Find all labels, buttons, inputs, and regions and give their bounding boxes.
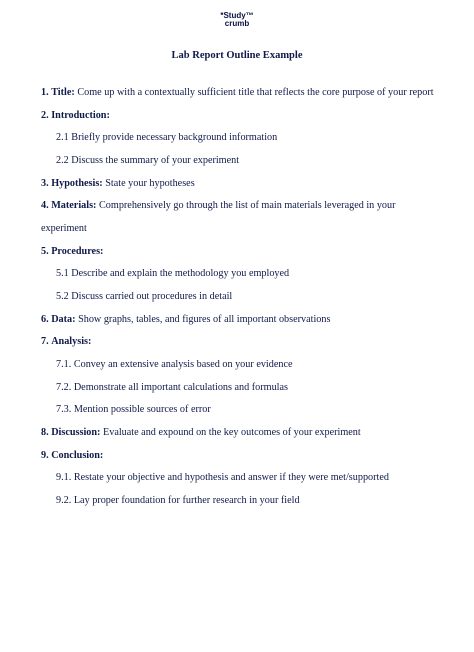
outline-subitem: 9.1. Restate your objective and hypothesis and answer if they were met/supported	[56, 472, 389, 483]
item-number: 5.	[41, 246, 49, 257]
outline-subitem: 7.1. Convey an extensive analysis based on your evidence	[56, 359, 293, 370]
outline-subitem: 7.3. Mention possible sources of error	[56, 404, 211, 415]
item-heading: Title:	[51, 87, 75, 98]
outline-subitem: 2.2 Discuss the summary of your experiment	[56, 155, 240, 166]
outline-item-data	[41, 314, 330, 325]
item-number: 3.	[41, 178, 49, 189]
item-text: Come up with a contextually sufficient title that reflects the core purpose of your report	[77, 87, 434, 98]
outline-subitem: 2.1 Briefly provide necessary background information	[56, 132, 278, 143]
item-number: 9.	[41, 450, 49, 461]
outline-item-continuation: experiment	[41, 223, 87, 234]
outline-item-introduction	[41, 110, 110, 121]
outline-subitem: 7.2. Demonstrate all important calculations and formulas	[56, 382, 288, 393]
item-number: 6.	[41, 314, 49, 325]
outline-subitem: 5.1 Describe and explain the methodology you employed	[56, 268, 290, 279]
item-number: 8.	[41, 427, 49, 438]
outline-item-analysis	[41, 336, 91, 347]
outline-item-discussion	[41, 427, 361, 438]
item-text: Show graphs, tables, and figures of all important observations	[78, 314, 331, 325]
outline-item-conclusion	[41, 450, 103, 461]
logo-line-1: *Study™	[220, 11, 254, 20]
item-number: 2.	[41, 110, 49, 121]
item-heading: Hypothesis:	[51, 178, 103, 189]
item-text: Comprehensively go through the list of main materials leveraged in your	[99, 200, 396, 211]
outline-subitem: 9.2. Lay proper foundation for further research in your field	[56, 495, 300, 506]
item-number: 4.	[41, 200, 49, 211]
item-heading: Materials:	[51, 200, 97, 211]
page-title: Lab Report Outline Example	[171, 50, 303, 61]
item-text: Evaluate and expound on the key outcomes of your experiment	[103, 427, 361, 438]
item-heading: Discussion:	[51, 427, 101, 438]
item-heading: Procedures:	[51, 246, 104, 257]
item-heading: Data:	[51, 314, 76, 325]
outline-subitem: 5.2 Discuss carried out procedures in detail	[56, 291, 233, 302]
item-heading: Conclusion:	[51, 450, 104, 461]
item-text: State your hypotheses	[105, 178, 195, 189]
item-number: 7.	[41, 336, 49, 347]
outline-item-procedures	[41, 246, 103, 257]
item-heading: Introduction:	[51, 110, 110, 121]
outline-item-hypothesis	[41, 178, 195, 189]
item-heading: Analysis:	[51, 336, 92, 347]
outline-item-title	[41, 87, 434, 98]
item-number: 1.	[41, 87, 49, 98]
studycrumb-logo	[0, 12, 474, 28]
logo-line-2: crumb	[224, 19, 250, 28]
outline-item-materials	[41, 200, 396, 211]
